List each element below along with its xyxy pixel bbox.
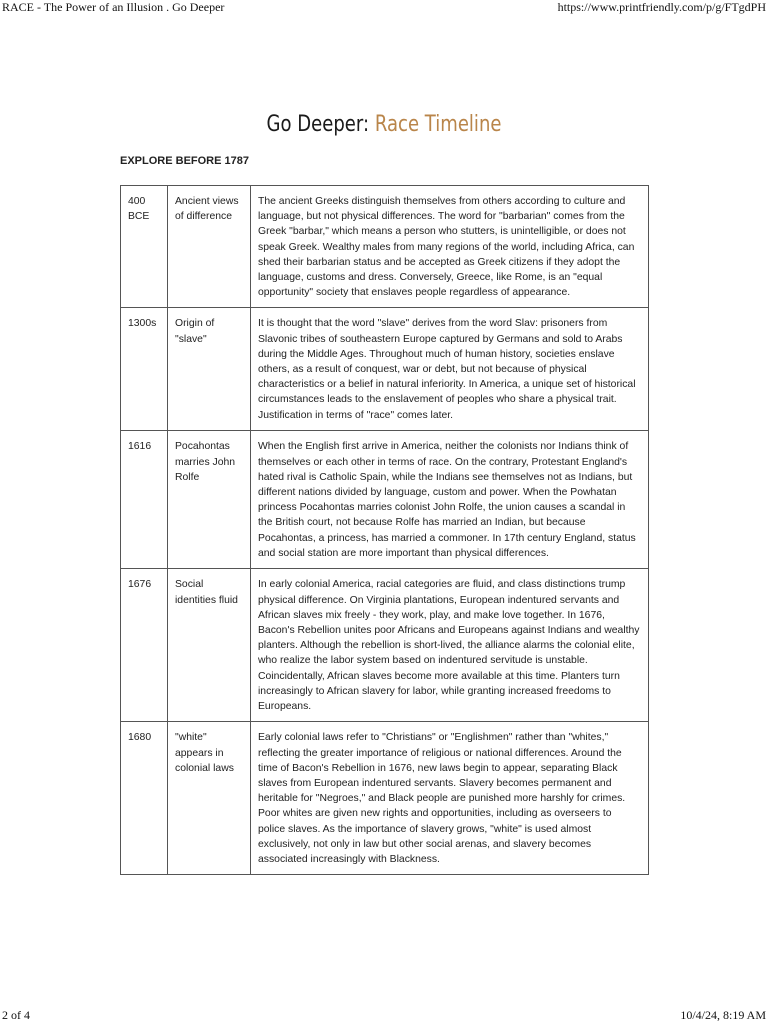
row-topic: Social identities fluid: [168, 569, 251, 722]
row-topic: "white" appears in colonial laws: [168, 722, 251, 875]
table-row: [121, 308, 649, 431]
section-heading: EXPLORE BEFORE 1787: [120, 155, 249, 167]
row-description: Early colonial laws refer to "Christians" or "Englishmen" rather than "whites," reflecting the greater importance of religious or national differences. Around the time of Bacon's Rebellion in 1676, new laws begin to appear, separating Black slaves from European indentured servants. Slavery becomes permanent and heritable for "Negroes," and Black people are punished more harshly for crimes. Poor whites are given new rights and opportunities, including as overseers to police slaves. As the importance of slavery grows, "white" is used almost exclusively, not only in law but other social arenas, and slavery becomes associated increasingly with Blackness.: [251, 722, 649, 875]
row-description: When the English first arrive in America, neither the colonists nor Indians think of themselves or each other in terms of race. On the contrary, Protestant England's hated rival is Catholic Spain, while the Indians see themselves not as Indians, but different nations divided by language, custom and power. When the Powhatan princess Pocahontas marries colonist John Rolfe, the union causes a scandal in the British court, not because Rolfe has married an Indian, but because Pocahontas, a princess, has married a commoner. In 17th century England, status and social station are more important than physical differences.: [251, 431, 649, 569]
row-year: 1616: [121, 431, 168, 569]
print-header-title: RACE - The Power of an Illusion . Go Deeper: [2, 0, 225, 14]
timeline-table: [120, 185, 649, 875]
row-topic: Ancient views of difference: [168, 186, 251, 308]
row-topic: Pocahontas marries John Rolfe: [168, 431, 251, 569]
print-footer-page: 2 of 4: [2, 1008, 30, 1022]
print-footer-timestamp: 10/4/24, 8:19 AM: [680, 1008, 766, 1022]
row-year: 400 BCE: [121, 186, 168, 308]
print-header-url: https://www.printfriendly.com/p/g/FTgdPH: [557, 0, 766, 14]
row-description: It is thought that the word "slave" derives from the word Slav: prisoners from Slavonic tribes of southeastern Europe captured by Germans and sold to Arabs during the Middle Ages. Throughout much of human history, societies enslave others, as a result of conquest, war or debt, but not because of physical characteristics or a belief in natural inferiority. In America, a unique set of historical circumstances leads to the enslavement of peoples who share a physical trait. Justification in terms of "race" comes later.: [251, 308, 649, 431]
page-title-prefix: Go Deeper:: [266, 112, 370, 137]
print-footer: [0, 1008, 768, 1024]
table-row: [121, 431, 649, 569]
table-row: [121, 569, 649, 722]
page-title-accent: Race Timeline: [374, 112, 502, 137]
print-header: [0, 0, 768, 16]
row-year: 1680: [121, 722, 168, 875]
row-description: In early colonial America, racial categories are fluid, and class distinctions trump physical difference. On Virginia plantations, European indentured servants and African slaves mix freely - they work, play, and make love together. In 1676, Bacon's Rebellion unites poor Africans and Europeans against Indians and wealthy planters. Although the rebellion is short-lived, the alliance alarms the colonial elite, who realize the labor system based on indentured servitude is unstable. Coincidentally, African slaves become more available at this time. Planters turn increasingly to African slavery for labor, while granting increased freedoms to Europeans.: [251, 569, 649, 722]
table-row: [121, 722, 649, 875]
row-description: The ancient Greeks distinguish themselves from others according to culture and language, but not physical differences. The word for "barbarian" comes from the Greek "barbar," which means a person who stutters, is unintelligible, or does not speak Greek. Wealthy males from many regions of the world, including Africa, can shed their barbarian status and be accepted as Greek citizens if they adopt the language, customs and dress. Conversely, Greece, like Rome, is an "equal opportunity" society that enslaves people regardless of appearance.: [251, 186, 649, 308]
page-title: [69, 112, 699, 137]
row-year: 1676: [121, 569, 168, 722]
table-row: [121, 186, 649, 308]
row-topic: Origin of "slave": [168, 308, 251, 431]
row-year: 1300s: [121, 308, 168, 431]
